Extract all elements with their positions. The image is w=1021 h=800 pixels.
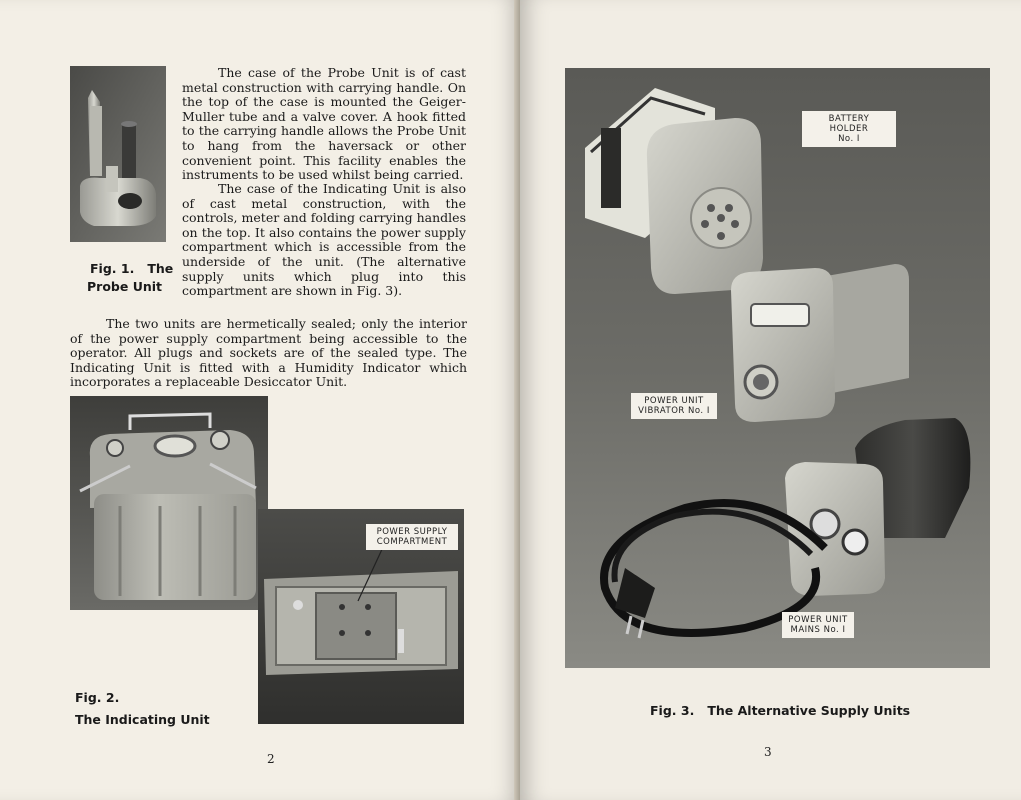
fig1-caption-line2: Probe Unit <box>87 279 162 294</box>
paragraph-indicating-unit: The case of the Indicating Unit is also of cast metal construction, with the controls, meter and folding carrying handles on the top. It also contains the power supply compartment which is accessible from the underside of the unit. (The alternative supply units which plug into this compartment are shown in Fig. 3). <box>182 181 466 299</box>
vibrator-unit-label <box>631 393 717 419</box>
fig1-caption-line1: Fig. 1. The <box>90 261 174 276</box>
power-supply-compartment-label <box>366 524 458 550</box>
fig3-caption: Fig. 3. The Alternative Supply Units <box>650 703 911 718</box>
mains-unit-label-line2: MAINS No. I <box>790 625 846 635</box>
mains-unit-label <box>782 612 854 638</box>
mains-unit-label-line1: POWER UNIT <box>788 615 848 625</box>
battery-holder-label-line1: BATTERY HOLDER <box>828 114 870 134</box>
probe-unit-image <box>70 66 166 242</box>
fig2-caption-line1: Fig. 2. <box>75 690 120 705</box>
fig1-probe-unit-photo <box>70 66 166 242</box>
power-supply-label-line2: COMPARTMENT <box>376 537 448 547</box>
paragraph-hermetically-sealed: The two units are hermetically sealed; only the interior of the power supply compartment being accessible to the operator. All plugs and sockets are of the sealed type. The Indicating Unit is fitted with a Humidity Indicator which incorporates a replaceable Desiccator Unit. <box>70 316 467 390</box>
paragraph-probe-unit: The case of the Probe Unit is of cast metal construction with carrying handle. On the top of the case is mounted the Geiger-Muller tube and a valve cover. A hook fitted to the carrying handle allows the Probe Unit to hang from the haversack or other convenient point. This facility enables the instruments to be used whilst being carried. <box>182 65 466 183</box>
right-page <box>520 0 1021 800</box>
battery-holder-label <box>802 111 896 147</box>
page-number-right: 3 <box>764 745 772 759</box>
supply-units-image <box>565 68 990 668</box>
fig3-supply-units-photo <box>565 68 990 668</box>
fig2-indicating-unit-photo <box>70 396 268 610</box>
indicating-unit-image <box>70 396 268 610</box>
vibrator-unit-label-line1: POWER UNIT <box>644 396 704 406</box>
battery-holder-label-line2: No. I <box>838 134 860 144</box>
vibrator-unit-label-line2: VIBRATOR No. I <box>638 406 710 416</box>
fig2-caption-line2: The Indicating Unit <box>75 712 210 727</box>
page-number-left: 2 <box>267 752 275 766</box>
power-supply-label-line1: POWER SUPPLY <box>376 527 448 537</box>
